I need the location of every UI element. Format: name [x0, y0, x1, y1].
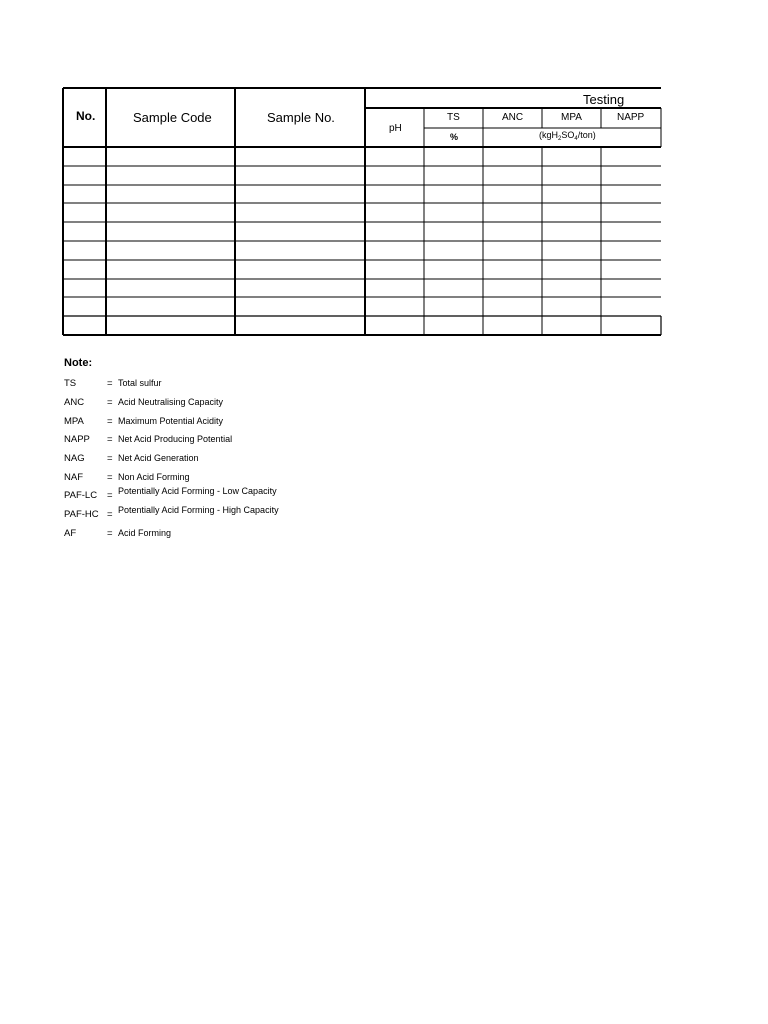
note-definition: Acid Neutralising Capacity	[118, 397, 224, 407]
note-definition: Potentially Acid Forming - Low Capacity	[118, 486, 277, 496]
note-abbr: PAF-LC	[64, 490, 98, 501]
header-sample-no: Sample No.	[267, 110, 335, 125]
note-abbr: NAG	[64, 453, 85, 464]
unit-prefix: (kgH	[539, 130, 559, 140]
note-equals: =	[107, 434, 113, 445]
unit-sub-2: 2	[558, 136, 562, 142]
note-equals: =	[107, 378, 113, 389]
unit-mid: SO	[561, 130, 575, 140]
header-ts-unit: %	[450, 132, 459, 142]
note-abbr: NAPP	[64, 434, 90, 445]
note-equals: =	[107, 416, 113, 427]
note-abbr: MPA	[64, 416, 84, 427]
header-testing: Testing	[583, 92, 625, 107]
header-sample-code: Sample Code	[133, 110, 212, 125]
note-definition: Potentially Acid Forming - High Capacity	[118, 505, 279, 515]
header-unit-kgh2so4	[539, 130, 596, 142]
note-equals: =	[107, 528, 113, 539]
header-anc: ANC	[502, 112, 524, 123]
note-definition: Non Acid Forming	[118, 472, 190, 482]
note-equals: =	[107, 453, 113, 464]
unit-sub-4: 4	[574, 136, 578, 142]
header-no: No.	[76, 109, 96, 123]
note-definition: Net Acid Generation	[118, 453, 199, 463]
note-equals: =	[107, 472, 113, 483]
note-abbr: PAF-HC	[64, 509, 99, 520]
header-mpa: MPA	[561, 112, 582, 123]
table-grid	[0, 0, 768, 345]
header-ph: pH	[389, 123, 402, 134]
note-definition: Maximum Potential Acidity	[118, 416, 224, 426]
notes-title: Note:	[64, 357, 93, 369]
note-definition: Acid Forming	[118, 528, 172, 538]
note-abbr: AF	[64, 528, 77, 539]
note-equals: =	[107, 397, 113, 408]
note-definition: Total sulfur	[118, 378, 162, 388]
note-equals: =	[107, 490, 113, 501]
header-napp: NAPP	[617, 112, 645, 123]
note-equals: =	[107, 509, 113, 520]
unit-suffix: /ton)	[577, 130, 596, 140]
header-ts: TS	[447, 112, 460, 123]
note-abbr: ANC	[64, 397, 85, 408]
note-abbr: NAF	[64, 472, 83, 483]
note-abbr: TS	[64, 378, 77, 389]
note-definition: Net Acid Producing Potential	[118, 434, 233, 444]
